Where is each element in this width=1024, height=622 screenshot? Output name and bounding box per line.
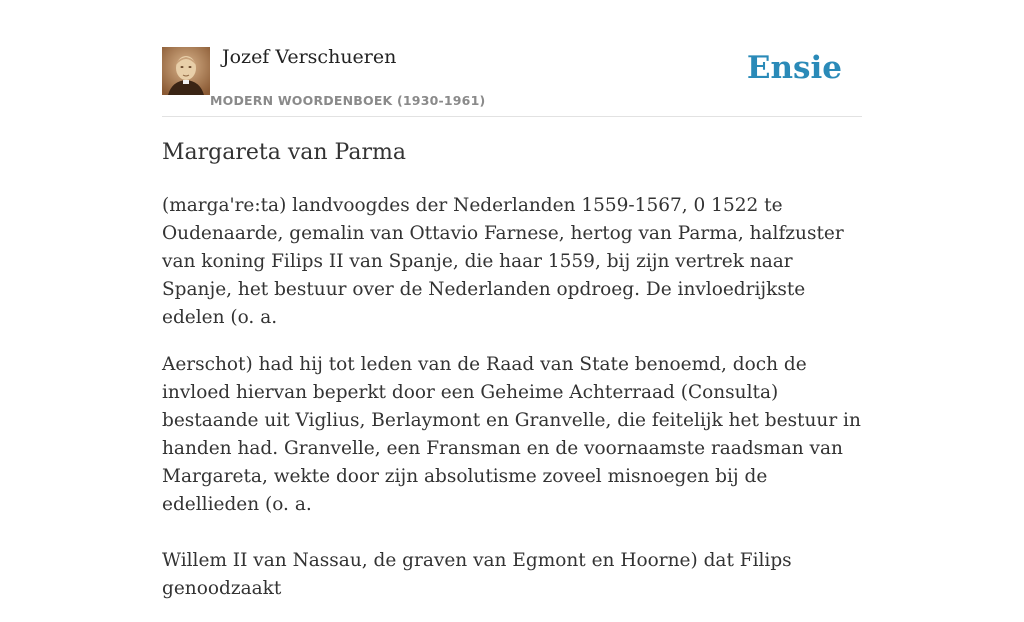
source-label[interactable]: MODERN WOORDENBOEK (1930-1961) [210, 93, 486, 108]
article-title: Margareta van Parma [162, 140, 406, 165]
author-name[interactable]: Jozef Verschueren [222, 46, 397, 68]
site-logo[interactable]: Ensie [746, 50, 842, 86]
paragraph: Aerschot) had hij tot leden van de Raad van State benoemd, doch de invloed hiervan beperkt door een Geheime Achterraad (Consulta) bestaande uit Viglius, Berlaymont en Granvelle, die feitelijk het bestuur in handen had. Granvelle, een Fransman en de voornaamste raadsman van Margareta, wekte door zijn absolutisme zoveel misnoegen bij de edellieden (o. a. [162, 354, 861, 515]
paragraph: Willem II van Nassau, de graven van Egmont en Hoorne) dat Filips genoodzaakt [162, 550, 792, 599]
author-avatar[interactable] [162, 47, 210, 95]
article-body [162, 192, 862, 622]
article-header [162, 44, 862, 117]
paragraph: (marga're:ta) landvoogdes der Nederlanden 1559-1567, 0 1522 te Oudenaarde, gemalin van Ottavio Farnese, hertog van Parma, halfzuster van koning Filips II van Spanje, die haar 1559, bij zijn vertrek naar Spanje, het bestuur over de Nederlanden opdroeg. De invloedrijkste edelen (o. a. [162, 195, 844, 328]
author-portrait-icon [162, 47, 210, 95]
